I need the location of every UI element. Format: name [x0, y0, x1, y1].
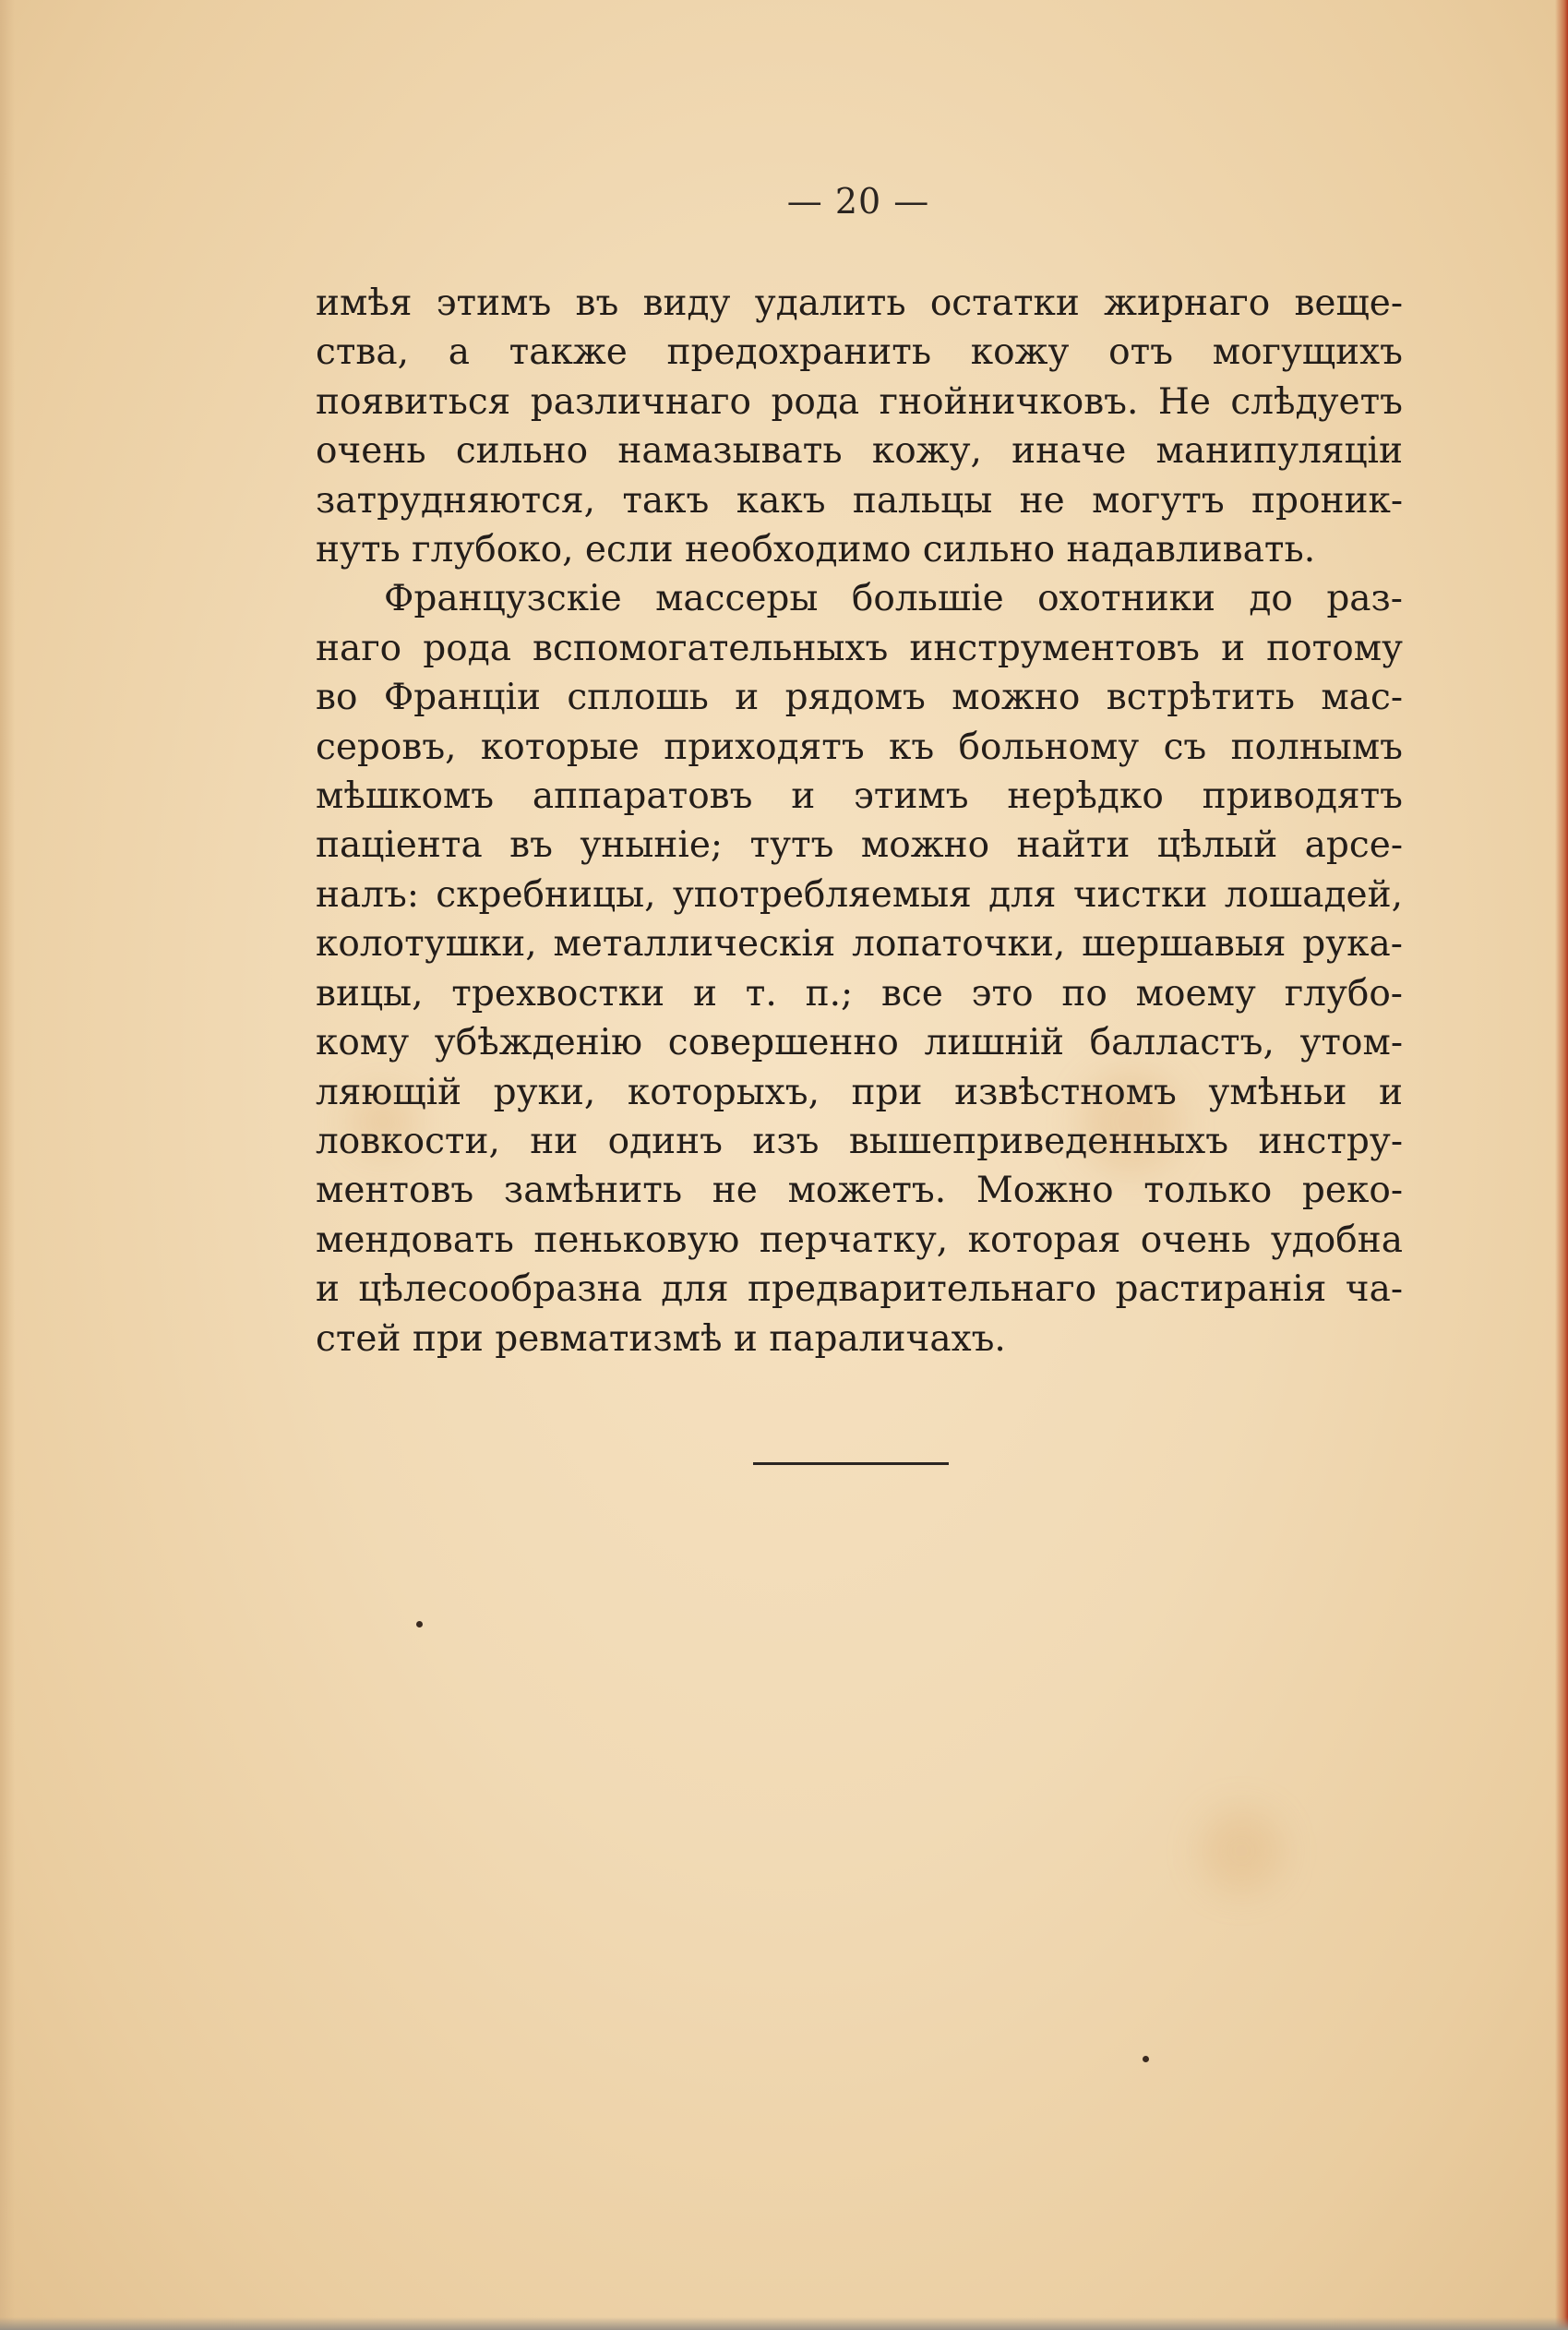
body-text — [316, 279, 1403, 1363]
page-edge-bottom — [0, 2317, 1568, 2330]
paper-stain — [1200, 1809, 1283, 1892]
page-edge-right — [1555, 0, 1568, 2330]
text-line: и цѣлесообразна для предварительнаго растиранія ча- — [316, 1268, 1403, 1311]
end-of-section-rule — [753, 1462, 949, 1465]
text-line: Французскіе массеры большіе охотники до раз- — [384, 578, 1403, 620]
text-line: мендовать пеньковую перчатку, которая очень удобна — [316, 1219, 1403, 1261]
text-line: паціента въ уныніе; тутъ можно найти цѣлый арсе- — [316, 824, 1403, 867]
text-line: затрудняются, такъ какъ пальцы не могутъ проник- — [316, 479, 1403, 522]
paragraph-1 — [316, 279, 1403, 574]
text-line: ментовъ замѣнить не можетъ. Можно только реко- — [316, 1170, 1403, 1212]
ink-speck — [416, 1621, 423, 1627]
text-line: очень сильно намазывать кожу, иначе манипуляціи — [316, 430, 1403, 473]
page-edge-left — [0, 0, 15, 2330]
text-line: вицы, трехвостки и т. п.; все это по моему глубо- — [316, 972, 1403, 1015]
text-line: стей при ревматизмѣ и параличахъ. — [316, 1317, 1006, 1360]
text-line: серовъ, которые приходятъ къ больному съ полнымъ — [316, 726, 1403, 768]
text-line: кому убѣжденію совершенно лишній балластъ, утом- — [316, 1022, 1403, 1064]
text-line: во Франціи сплошь и рядомъ можно встрѣтить мас- — [316, 677, 1403, 719]
ink-speck — [1143, 2056, 1149, 2062]
text-line: налъ: скребницы, употребляемыя для чистки лошадей, — [316, 873, 1403, 916]
text-line: появиться различнаго рода гнойничковъ. Не слѣдуетъ — [316, 380, 1403, 423]
text-line: колотушки, металлическія лопаточки, шершавыя рука- — [316, 923, 1403, 966]
text-line: наго рода вспомогательныхъ инструментовъ и потому — [316, 627, 1403, 669]
page-number: — 20 — — [786, 181, 930, 222]
text-line: имѣя этимъ въ виду удалить остатки жирнаго веще- — [316, 282, 1403, 324]
paragraph-2 — [316, 574, 1403, 1363]
text-line: ловкости, ни одинъ изъ вышеприведенныхъ инстру- — [316, 1120, 1403, 1162]
text-line: ства, а также предохранить кожу отъ могущихъ — [316, 331, 1403, 374]
text-line: нуть глубоко, если необходимо сильно надавливать. — [316, 529, 1316, 571]
text-line: мѣшкомъ аппаратовъ и этимъ нерѣдко приводятъ — [316, 775, 1403, 818]
text-line: ляющій руки, которыхъ, при извѣстномъ умѣньи и — [316, 1071, 1403, 1113]
